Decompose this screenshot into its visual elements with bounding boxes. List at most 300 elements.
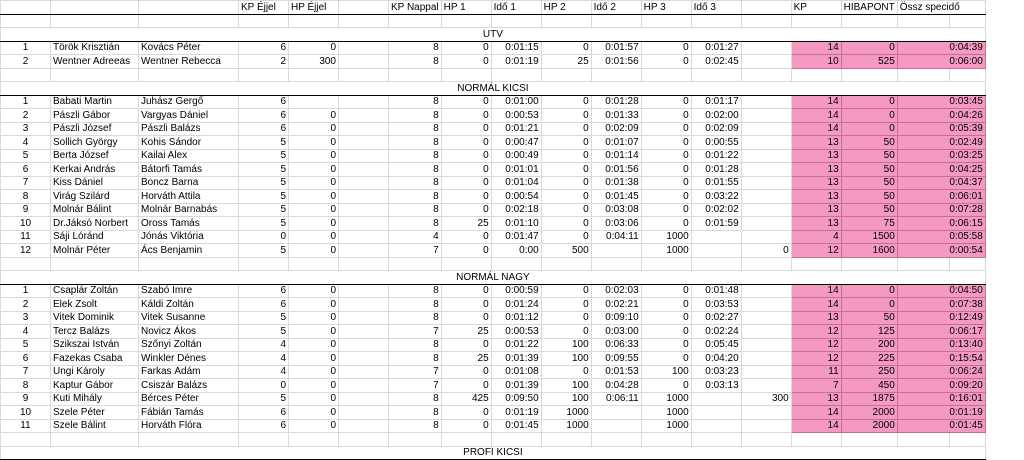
- kp-total-cell: 7: [791, 379, 841, 393]
- kp-total-cell: 13: [791, 149, 841, 163]
- hp1-cell: 0: [441, 311, 491, 325]
- ossz-specido-cell: 0:04:37: [897, 176, 985, 190]
- kp-nappal-cell: 8: [389, 284, 442, 298]
- extra-cell: [741, 149, 791, 163]
- table-row: [1, 109, 986, 123]
- ido3-cell: 0:02:09: [691, 122, 741, 136]
- driver-name: Vitek Dominik: [51, 311, 139, 325]
- extra-cell: [741, 203, 791, 217]
- hp1-cell: 0: [441, 122, 491, 136]
- codriver-name: Bátorfi Tamás: [139, 163, 239, 177]
- ido2-cell: 0:06:33: [591, 338, 641, 352]
- section-title-row: [1, 446, 986, 460]
- codriver-name: Jónás Viktória: [139, 230, 239, 244]
- hp2-cell: 0: [541, 163, 591, 177]
- empty-cell: [339, 41, 389, 55]
- table-row: [1, 298, 986, 312]
- table-row: [1, 311, 986, 325]
- hibapont-cell: 450: [841, 379, 897, 393]
- hibapont-cell: 1600: [841, 244, 897, 258]
- spacer-row: [1, 257, 986, 271]
- table-row: [1, 325, 986, 339]
- hp-ejjel-cell: 0: [289, 163, 339, 177]
- hp3-cell: 1000: [641, 392, 691, 406]
- driver-name: Elek Zsolt: [51, 298, 139, 312]
- hp1-cell: 0: [441, 149, 491, 163]
- hp1-cell: 0: [441, 41, 491, 55]
- hp2-cell: 0: [541, 365, 591, 379]
- hp3-cell: 0: [641, 122, 691, 136]
- hibapont-cell: 75: [841, 217, 897, 231]
- ido1-cell: 0:01:01: [491, 163, 541, 177]
- hp2-cell: 0: [541, 41, 591, 55]
- empty-cell: [339, 190, 389, 204]
- hp-ejjel-cell: 0: [289, 392, 339, 406]
- spacer-row: [1, 14, 986, 28]
- ido1-cell: 0:01:21: [491, 122, 541, 136]
- empty-cell: [339, 298, 389, 312]
- hp2-cell: 0: [541, 284, 591, 298]
- hibapont-cell: 200: [841, 338, 897, 352]
- hp-ejjel-cell: 0: [289, 298, 339, 312]
- codriver-name: Szőnyi Zoltán: [139, 338, 239, 352]
- kp-total-cell: 4: [791, 230, 841, 244]
- kp-total-cell: 14: [791, 95, 841, 109]
- empty-cell: [339, 109, 389, 123]
- hp-ejjel-cell: 300: [289, 55, 339, 69]
- kp-ejjel-cell: 5: [239, 392, 289, 406]
- driver-name: Ungi Károly: [51, 365, 139, 379]
- empty-cell: [339, 176, 389, 190]
- hp2-cell: 0: [541, 230, 591, 244]
- codriver-name: Novicz Ákos: [139, 325, 239, 339]
- hp2-cell: 1000: [541, 419, 591, 433]
- kp-ejjel-cell: 6: [239, 109, 289, 123]
- hp3-cell: 0: [641, 41, 691, 55]
- codriver-name: Farkas Ádám: [139, 365, 239, 379]
- hibapont-cell: 0: [841, 95, 897, 109]
- hp2-cell: 0: [541, 149, 591, 163]
- kp-total-cell: 14: [791, 109, 841, 123]
- hibapont-cell: 225: [841, 352, 897, 366]
- hibapont-cell: 50: [841, 311, 897, 325]
- ido2-cell: 0:02:21: [591, 298, 641, 312]
- ido2-cell: 0:03:00: [591, 325, 641, 339]
- kp-ejjel-cell: 6: [239, 419, 289, 433]
- ido2-cell: [591, 406, 641, 420]
- kp-nappal-cell: 8: [389, 392, 442, 406]
- driver-name: Babati Martin: [51, 95, 139, 109]
- driver-name: Csaplár Zoltán: [51, 284, 139, 298]
- ido1-cell: 0:01:00: [491, 95, 541, 109]
- kp-total-cell: 13: [791, 203, 841, 217]
- driver-name: Szele Bálint: [51, 419, 139, 433]
- kp-ejjel-cell: 6: [239, 298, 289, 312]
- kp-nappal-cell: 8: [389, 406, 442, 420]
- hp1-cell: 0: [441, 95, 491, 109]
- ido3-cell: 0:02:45: [691, 55, 741, 69]
- codriver-name: Winkler Dénes: [139, 352, 239, 366]
- empty-cell: [339, 338, 389, 352]
- section-title-row: [1, 271, 986, 285]
- table-row: [1, 203, 986, 217]
- kp-nappal-cell: 7: [389, 244, 442, 258]
- ido2-cell: 0:06:11: [591, 392, 641, 406]
- ossz-specido-cell: 0:01:45: [897, 419, 985, 433]
- hp2-cell: 0: [541, 311, 591, 325]
- kp-total-cell: 14: [791, 419, 841, 433]
- row-number: 6: [1, 352, 51, 366]
- ido2-cell: 0:02:03: [591, 284, 641, 298]
- ido3-cell: 0:01:17: [691, 95, 741, 109]
- codriver-name: Horváth Flóra: [139, 419, 239, 433]
- ido2-cell: 0:02:09: [591, 122, 641, 136]
- ido1-cell: 0:00:53: [491, 109, 541, 123]
- hibapont-cell: 525: [841, 55, 897, 69]
- ido1-cell: 0:00: [491, 244, 541, 258]
- ido2-cell: 0:09:10: [591, 311, 641, 325]
- hibapont-cell: 50: [841, 163, 897, 177]
- ido2-cell: 0:01:33: [591, 109, 641, 123]
- driver-name: Kaptur Gábor: [51, 379, 139, 393]
- hp-ejjel-cell: 0: [289, 230, 339, 244]
- ido3-cell: 0:02:02: [691, 203, 741, 217]
- spacer-row: [1, 433, 986, 447]
- hp-ejjel-cell: 0: [289, 217, 339, 231]
- ossz-specido-cell: 0:04:26: [897, 109, 985, 123]
- hibapont-cell: 1500: [841, 230, 897, 244]
- codriver-name: Ács Benjamin: [139, 244, 239, 258]
- kp-ejjel-cell: 5: [239, 176, 289, 190]
- ido1-cell: 0:09:50: [491, 392, 541, 406]
- row-number: 3: [1, 122, 51, 136]
- row-number: 9: [1, 203, 51, 217]
- empty-cell: [339, 352, 389, 366]
- ido3-cell: 0:00:55: [691, 136, 741, 150]
- empty-cell: [339, 136, 389, 150]
- kp-total-cell: 14: [791, 122, 841, 136]
- table-row: [1, 190, 986, 204]
- hp2-cell: 0: [541, 203, 591, 217]
- kp-ejjel-cell: 5: [239, 136, 289, 150]
- kp-nappal-cell: 8: [389, 136, 442, 150]
- hp3-cell: 1000: [641, 230, 691, 244]
- kp-nappal-cell: 8: [389, 122, 442, 136]
- hp3-cell: 0: [641, 298, 691, 312]
- ossz-specido-cell: 0:00:54: [897, 244, 985, 258]
- hp2-cell: 0: [541, 298, 591, 312]
- kp-nappal-cell: 8: [389, 352, 442, 366]
- driver-name: Wentner Adreeas: [51, 55, 139, 69]
- column-header-row: [1, 1, 986, 15]
- row-number: 7: [1, 365, 51, 379]
- ido2-cell: [591, 244, 641, 258]
- kp-ejjel-cell: 6: [239, 284, 289, 298]
- ido1-cell: 0:00:53: [491, 325, 541, 339]
- row-number: 11: [1, 419, 51, 433]
- hp-ejjel-cell: 0: [289, 122, 339, 136]
- kp-ejjel-cell: 4: [239, 365, 289, 379]
- driver-name: Molnár Bálint: [51, 203, 139, 217]
- table-row: [1, 419, 986, 433]
- kp-nappal-cell: 7: [389, 365, 442, 379]
- hp1-cell: 0: [441, 419, 491, 433]
- hp3-cell: 0: [641, 311, 691, 325]
- hp1-cell: 0: [441, 379, 491, 393]
- ido1-cell: 0:01:39: [491, 352, 541, 366]
- hp3-cell: 0: [641, 325, 691, 339]
- extra-cell: [741, 325, 791, 339]
- ossz-specido-cell: 0:12:49: [897, 311, 985, 325]
- header-kp-nappal: KP Nappal: [389, 1, 442, 15]
- kp-nappal-cell: 8: [389, 311, 442, 325]
- row-number: 2: [1, 55, 51, 69]
- header-ido2: Idő 2: [591, 1, 641, 15]
- table-row: [1, 244, 986, 258]
- header-hp3: HP 3: [641, 1, 691, 15]
- empty-cell: [339, 284, 389, 298]
- empty-cell: [339, 244, 389, 258]
- ido1-cell: 0:00:47: [491, 136, 541, 150]
- ido3-cell: 0:01:48: [691, 284, 741, 298]
- hibapont-cell: 0: [841, 109, 897, 123]
- hp1-cell: 0: [441, 406, 491, 420]
- kp-nappal-cell: 8: [389, 149, 442, 163]
- extra-cell: [741, 365, 791, 379]
- hibapont-cell: 2000: [841, 419, 897, 433]
- hp2-cell: 1000: [541, 406, 591, 420]
- kp-ejjel-cell: 0: [239, 379, 289, 393]
- ossz-specido-cell: 0:06:01: [897, 190, 985, 204]
- hp-ejjel-cell: 0: [289, 338, 339, 352]
- hp3-cell: 0: [641, 284, 691, 298]
- driver-name: Kerkai András: [51, 163, 139, 177]
- hp3-cell: 1000: [641, 419, 691, 433]
- kp-nappal-cell: 4: [389, 230, 442, 244]
- hp-ejjel-cell: 0: [289, 109, 339, 123]
- codriver-name: Juhász Gergő: [139, 95, 239, 109]
- extra-cell: [741, 338, 791, 352]
- kp-nappal-cell: 8: [389, 176, 442, 190]
- ido3-cell: 0:01:27: [691, 41, 741, 55]
- hp-ejjel-cell: 0: [289, 190, 339, 204]
- ossz-specido-cell: 0:06:00: [897, 55, 985, 69]
- hibapont-cell: 0: [841, 298, 897, 312]
- ido2-cell: 0:04:11: [591, 230, 641, 244]
- kp-total-cell: 13: [791, 163, 841, 177]
- codriver-name: Fábián Tamás: [139, 406, 239, 420]
- kp-total-cell: 12: [791, 325, 841, 339]
- hp-ejjel-cell: 0: [289, 352, 339, 366]
- kp-nappal-cell: 8: [389, 41, 442, 55]
- ido1-cell: 0:01:19: [491, 55, 541, 69]
- hp3-cell: 0: [641, 217, 691, 231]
- hp2-cell: 25: [541, 55, 591, 69]
- empty-cell: [339, 217, 389, 231]
- ido2-cell: 0:04:28: [591, 379, 641, 393]
- driver-name: Tercz Balázs: [51, 325, 139, 339]
- hp2-cell: 0: [541, 190, 591, 204]
- section-title: UTV: [1, 28, 986, 42]
- hp1-cell: 0: [441, 365, 491, 379]
- ido3-cell: 0:04:20: [691, 352, 741, 366]
- kp-total-cell: 12: [791, 338, 841, 352]
- kp-nappal-cell: 8: [389, 203, 442, 217]
- hp2-cell: 100: [541, 338, 591, 352]
- ido1-cell: 0:01:47: [491, 230, 541, 244]
- extra-cell: 0: [741, 244, 791, 258]
- hibapont-cell: 125: [841, 325, 897, 339]
- empty-cell: [339, 203, 389, 217]
- hp3-cell: 0: [641, 338, 691, 352]
- extra-cell: [741, 230, 791, 244]
- codriver-name: Káldi Zoltán: [139, 298, 239, 312]
- ido3-cell: 0:03:22: [691, 190, 741, 204]
- extra-cell: [741, 217, 791, 231]
- row-number: 7: [1, 176, 51, 190]
- kp-ejjel-cell: 5: [239, 217, 289, 231]
- ido3-cell: 0:03:53: [691, 298, 741, 312]
- hibapont-cell: 0: [841, 284, 897, 298]
- ossz-specido-cell: 0:06:15: [897, 217, 985, 231]
- ido2-cell: 0:01:56: [591, 55, 641, 69]
- ido3-cell: 0:02:27: [691, 311, 741, 325]
- hp1-cell: 0: [441, 176, 491, 190]
- empty-cell: [339, 95, 389, 109]
- kp-nappal-cell: 8: [389, 109, 442, 123]
- codriver-name: Csiszár Balázs: [139, 379, 239, 393]
- hp1-cell: 0: [441, 338, 491, 352]
- kp-ejjel-cell: 6: [239, 95, 289, 109]
- ido1-cell: 0:01:39: [491, 379, 541, 393]
- empty-cell: [339, 230, 389, 244]
- kp-ejjel-cell: 4: [239, 338, 289, 352]
- table-row: [1, 122, 986, 136]
- extra-cell: [741, 176, 791, 190]
- hibapont-cell: 50: [841, 176, 897, 190]
- ossz-specido-cell: 0:05:58: [897, 230, 985, 244]
- extra-cell: [741, 122, 791, 136]
- hibapont-cell: 50: [841, 203, 897, 217]
- ido2-cell: 0:01:38: [591, 176, 641, 190]
- ossz-specido-cell: 0:13:40: [897, 338, 985, 352]
- empty-cell: [339, 392, 389, 406]
- table-row: [1, 230, 986, 244]
- codriver-name: Vitek Susanne: [139, 311, 239, 325]
- row-number: 1: [1, 41, 51, 55]
- ido3-cell: [691, 230, 741, 244]
- driver-name: Fazekas Csaba: [51, 352, 139, 366]
- table-row: [1, 176, 986, 190]
- table-row: [1, 365, 986, 379]
- kp-nappal-cell: 8: [389, 55, 442, 69]
- table-row: [1, 338, 986, 352]
- ossz-specido-cell: 0:05:39: [897, 122, 985, 136]
- hp3-cell: 0: [641, 109, 691, 123]
- ido1-cell: 0:00:49: [491, 149, 541, 163]
- ido3-cell: 0:01:28: [691, 163, 741, 177]
- ido1-cell: 0:01:04: [491, 176, 541, 190]
- ossz-specido-cell: 0:04:25: [897, 163, 985, 177]
- driver-name: Berta József: [51, 149, 139, 163]
- driver-name: Dr.Jáksó Norbert: [51, 217, 139, 231]
- hp2-cell: 0: [541, 136, 591, 150]
- hp3-cell: 1000: [641, 244, 691, 258]
- ossz-specido-cell: 0:02:49: [897, 136, 985, 150]
- table-row: [1, 217, 986, 231]
- kp-total-cell: 10: [791, 55, 841, 69]
- hibapont-cell: 50: [841, 136, 897, 150]
- kp-nappal-cell: 8: [389, 338, 442, 352]
- spacer-row: [1, 68, 986, 82]
- empty-cell: [339, 311, 389, 325]
- header-hp2: HP 2: [541, 1, 591, 15]
- ossz-specido-cell: 0:01:19: [897, 406, 985, 420]
- hp1-cell: 0: [441, 203, 491, 217]
- hibapont-cell: 0: [841, 41, 897, 55]
- driver-name: Szikszai István: [51, 338, 139, 352]
- driver-name: Kiss Dániel: [51, 176, 139, 190]
- table-row: [1, 41, 986, 55]
- hp1-cell: 25: [441, 352, 491, 366]
- kp-total-cell: 13: [791, 176, 841, 190]
- ido1-cell: 0:02:18: [491, 203, 541, 217]
- empty-cell: [339, 325, 389, 339]
- section-title-row: [1, 28, 986, 42]
- hp3-cell: 0: [641, 352, 691, 366]
- hp2-cell: 100: [541, 392, 591, 406]
- hibapont-cell: 250: [841, 365, 897, 379]
- hp-ejjel-cell: 0: [289, 149, 339, 163]
- table-row: [1, 55, 986, 69]
- ido3-cell: 0:01:59: [691, 217, 741, 231]
- section-title: NORMÁL NAGY: [1, 271, 986, 285]
- hp1-cell: 0: [441, 284, 491, 298]
- hp-ejjel-cell: 0: [289, 365, 339, 379]
- hp1-cell: 25: [441, 217, 491, 231]
- ido2-cell: 0:03:08: [591, 203, 641, 217]
- hp1-cell: 0: [441, 163, 491, 177]
- hibapont-cell: 1875: [841, 392, 897, 406]
- hp-ejjel-cell: 0: [289, 406, 339, 420]
- table-row: [1, 149, 986, 163]
- hp3-cell: 0: [641, 95, 691, 109]
- kp-ejjel-cell: 6: [239, 122, 289, 136]
- hp-ejjel-cell: 0: [289, 284, 339, 298]
- extra-cell: [741, 41, 791, 55]
- ido1-cell: 0:01:10: [491, 217, 541, 231]
- codriver-name: Bérces Péter: [139, 392, 239, 406]
- row-number: 1: [1, 284, 51, 298]
- kp-nappal-cell: 8: [389, 217, 442, 231]
- ido3-cell: [691, 419, 741, 433]
- hibapont-cell: 2000: [841, 406, 897, 420]
- extra-cell: [741, 95, 791, 109]
- codriver-name: Oross Tamás: [139, 217, 239, 231]
- table-row: [1, 392, 986, 406]
- hp1-cell: 425: [441, 392, 491, 406]
- row-number: 1: [1, 95, 51, 109]
- ido1-cell: 0:00:59: [491, 284, 541, 298]
- hibapont-cell: 0: [841, 122, 897, 136]
- codriver-name: Kovács Péter: [139, 41, 239, 55]
- table-row: [1, 406, 986, 420]
- empty-cell: [339, 149, 389, 163]
- hp1-cell: 0: [441, 136, 491, 150]
- extra-cell: 300: [741, 392, 791, 406]
- hp2-cell: 0: [541, 95, 591, 109]
- ido3-cell: [691, 406, 741, 420]
